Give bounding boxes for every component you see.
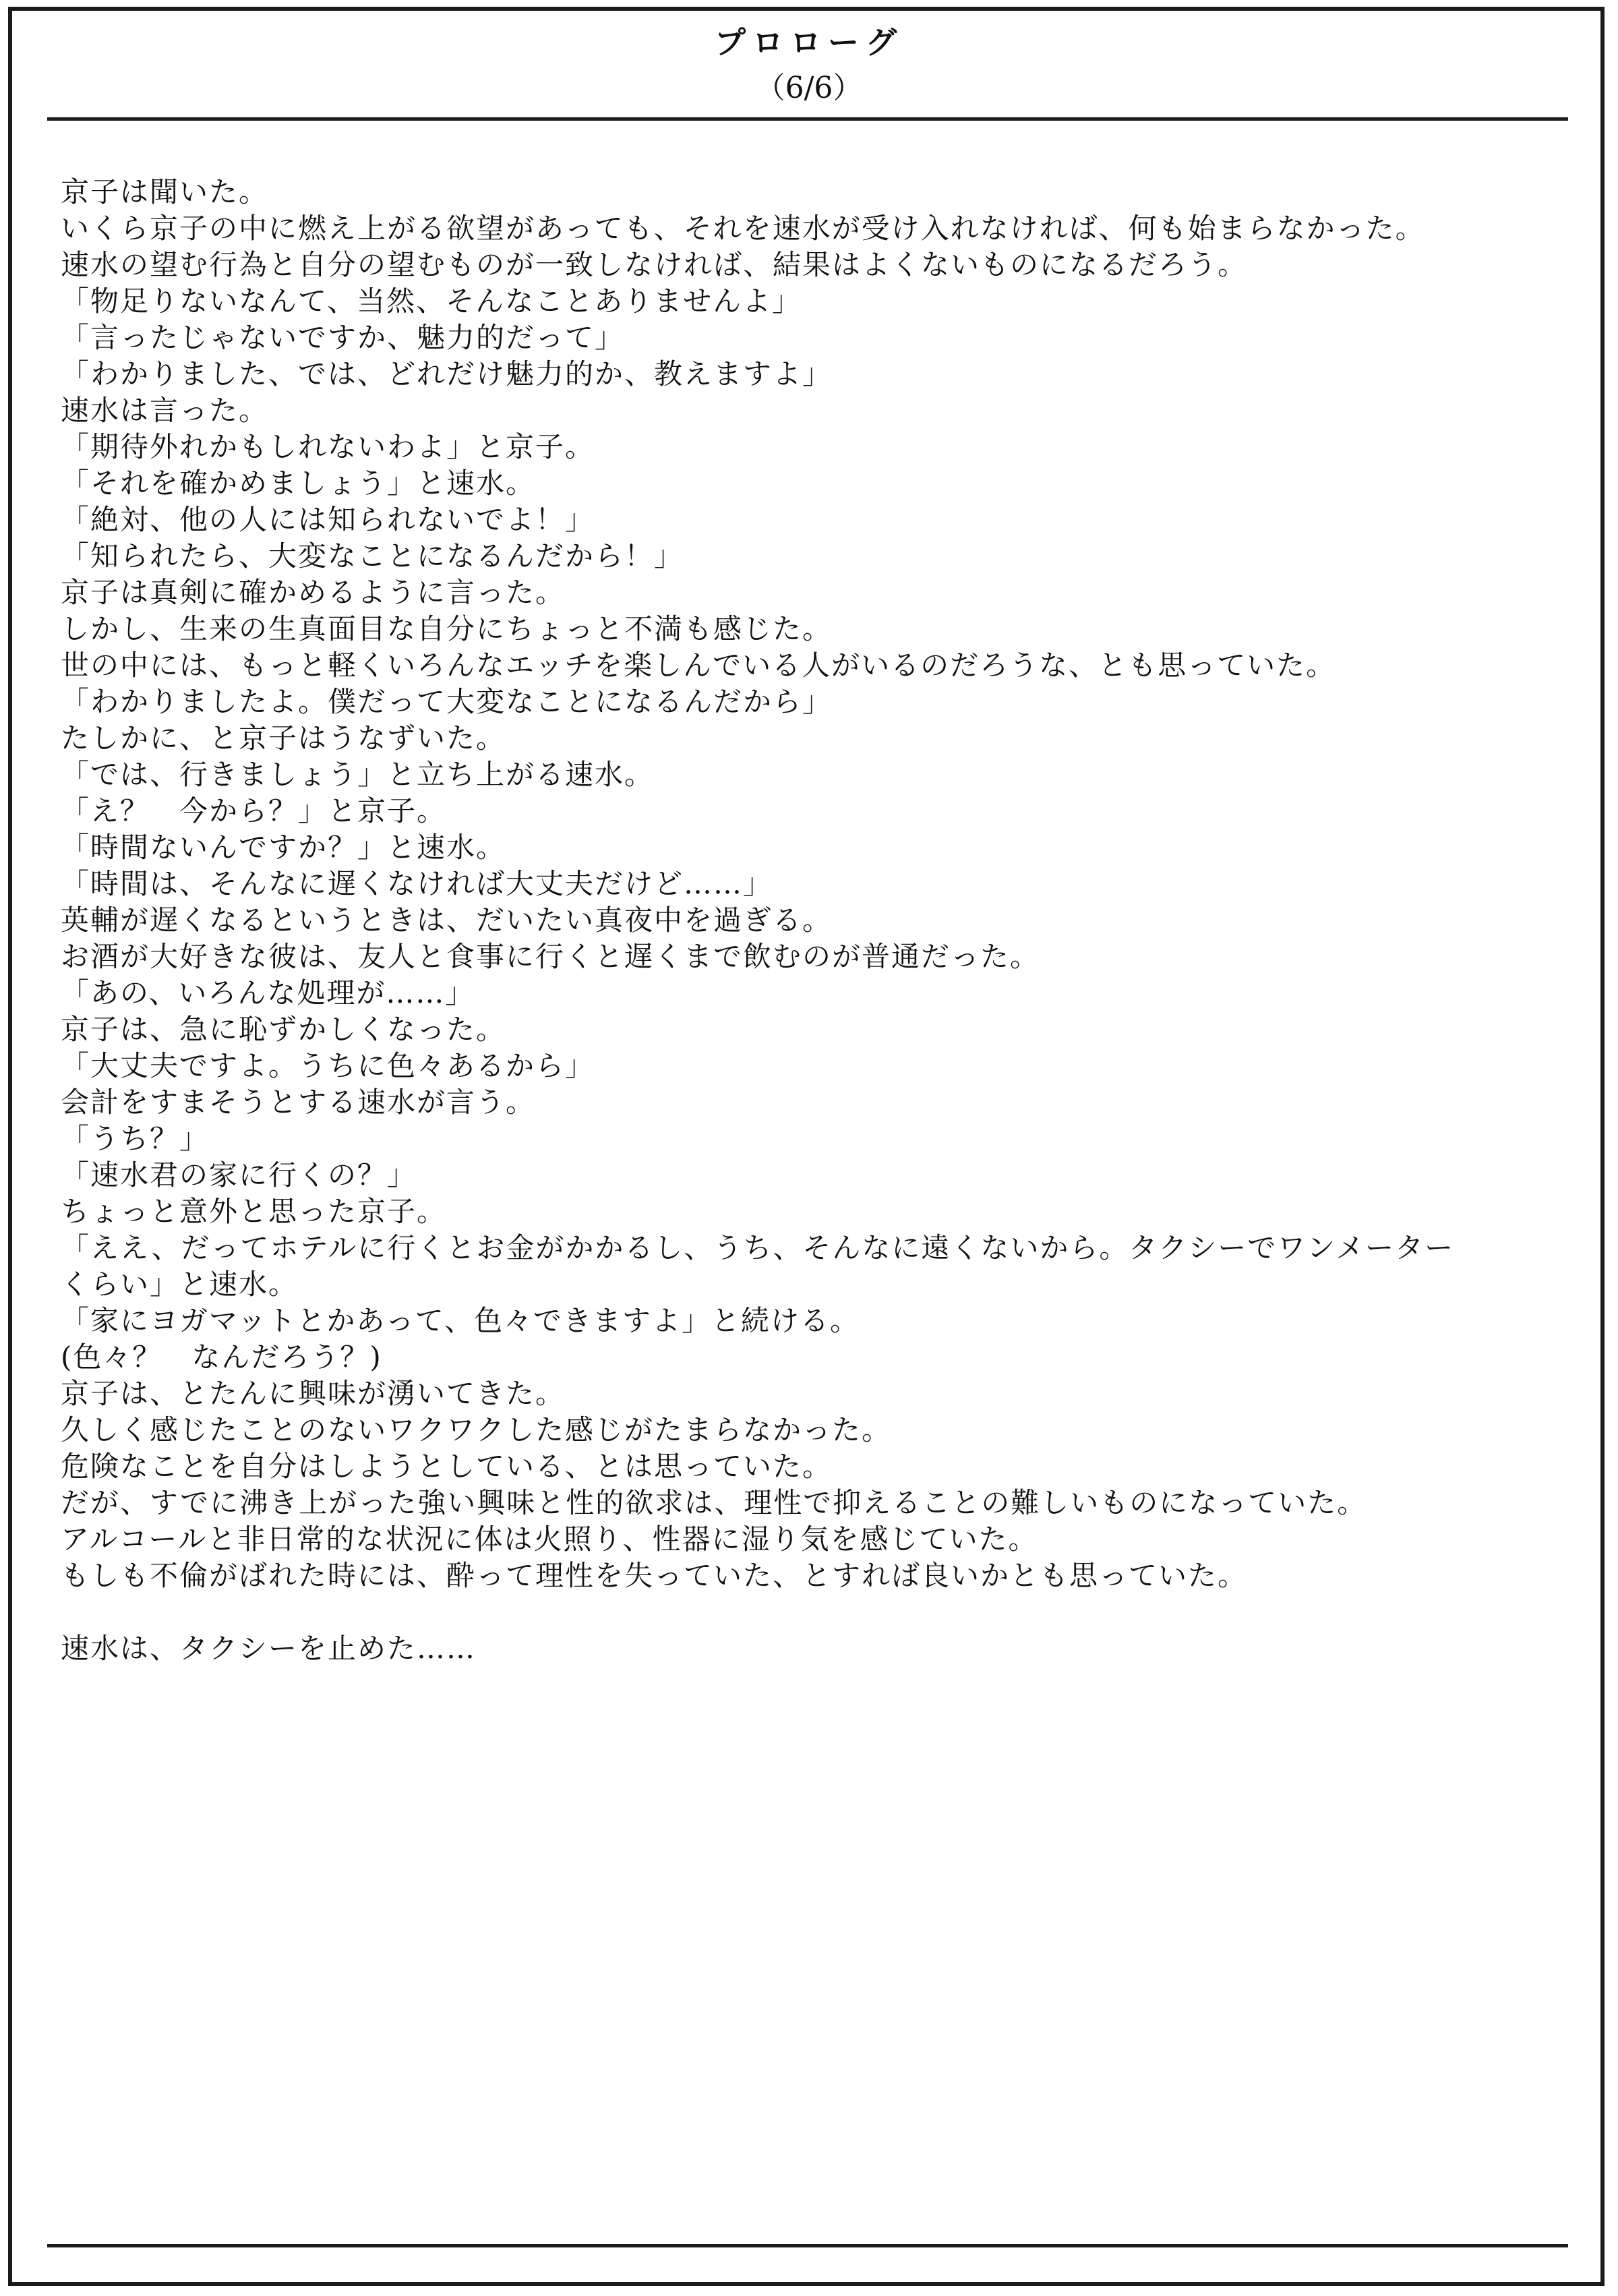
text-line: 「わかりましたよ。僕だって大変なことになるんだから」 bbox=[61, 685, 833, 718]
text-line: 京子は、急に恥ずかしくなった。 bbox=[61, 1013, 506, 1046]
text-line: 危険なことを自分はしようとしている、とは思っていた。 bbox=[61, 1450, 833, 1483]
text-line: 「大丈夫ですよ。うちに色々あるから」 bbox=[61, 1049, 595, 1082]
text-line: 会計をすまそうとする速水が言う。 bbox=[61, 1086, 536, 1119]
text-line: しかし、生来の生真面目な自分にちょっと不満も感じた。 bbox=[61, 612, 833, 645]
text-line: 「では、行きましょう」と立ち上がる速水。 bbox=[61, 758, 655, 791]
text-line: たしかに、と京子はうなずいた。 bbox=[61, 722, 506, 755]
text-line: 「時間ないんですか？」と速水。 bbox=[61, 831, 506, 864]
text-line: 「え？ 今から？」と京子。 bbox=[61, 794, 447, 827]
text-line: 京子は、とたんに興味が湧いてきた。 bbox=[61, 1377, 566, 1410]
text-line: 「絶対、他の人には知られないでよ！」 bbox=[61, 503, 595, 536]
text-line: 「あの、いろんな処理が……」 bbox=[61, 976, 475, 1009]
text-line: 「物足りないなんて、当然、そんなことありませんよ」 bbox=[61, 285, 802, 318]
story-text bbox=[61, 174, 1564, 1667]
text-line: 世の中には、もっと軽くいろんなエッチを楽しんでいる人がいるのだろうな、とも思っていた。 bbox=[61, 649, 1336, 682]
chapter-title: プロローグ bbox=[715, 24, 903, 61]
text-line: 「それを確かめましょう」と速水。 bbox=[61, 467, 536, 500]
text-line: くらい」と速水。 bbox=[61, 1268, 299, 1301]
text-line: (色々？ なんだろう？) bbox=[61, 1341, 382, 1374]
footer-divider bbox=[47, 2244, 1568, 2247]
text-line: 速水の望む行為と自分の望むものが一致しなければ、結果はよくないものになるだろう。 bbox=[61, 248, 1248, 281]
text-line: 速水は言った。 bbox=[61, 394, 269, 427]
page-header bbox=[0, 19, 1618, 111]
text-line: 「言ったじゃないですか、魅力的だって」 bbox=[61, 321, 625, 354]
text-line: 「時間は、そんなに遅くなければ大丈夫だけど……」 bbox=[61, 867, 773, 900]
header-divider bbox=[47, 117, 1568, 121]
text-line: 「家にヨガマットとかあって、色々できますよ」と続ける。 bbox=[61, 1304, 860, 1337]
text-line: 「ええ、だってホテルに行くとお金がかかるし、うち、そんなに遠くないから。タクシーでワンメーター bbox=[61, 1231, 1455, 1264]
text-line: 「速水君の家に行くの？」 bbox=[61, 1158, 417, 1191]
text-line: もしも不倫がばれた時には、酔って理性を失っていた、とすれば良いかとも思っていた。 bbox=[61, 1559, 1248, 1592]
text-line: 京子は真剣に確かめるように言った。 bbox=[61, 576, 566, 609]
text-line: 京子は聞いた。 bbox=[61, 175, 269, 208]
text-line-last: 速水は、タクシーを止めた…… bbox=[61, 1632, 477, 1665]
text-line: お酒が大好きな彼は、友人と食事に行くと遅くまで飲むのが普通だった。 bbox=[61, 940, 1040, 973]
page-indicator: （6/6） bbox=[755, 71, 863, 105]
text-line: 「うち？」 bbox=[61, 1122, 210, 1155]
text-line: アルコールと非日常的な状況に体は火照り、性器に湿り気を感じていた。 bbox=[61, 1523, 1038, 1556]
text-line: 「わかりました、では、どれだけ魅力的か、教えますよ」 bbox=[61, 357, 833, 390]
text-line: 「知られたら、大変なことになるんだから！」 bbox=[61, 539, 684, 572]
text-line: 久しく感じたことのないワクワクした感じがたまらなかった。 bbox=[61, 1413, 892, 1446]
text-line: だが、すでに沸き上がった強い興味と性的欲求は、理性で抑えることの難しいものになっていた。 bbox=[61, 1486, 1367, 1519]
text-line: 英輔が遅くなるというときは、だいたい真夜中を過ぎる。 bbox=[61, 904, 833, 937]
text-line: 「期待外れかもしれないわよ」と京子。 bbox=[61, 430, 595, 463]
blank-line bbox=[61, 1594, 1564, 1630]
text-line: いくら京子の中に燃え上がる欲望があっても、それを速水が受け入れなければ、何も始まらなかった。 bbox=[61, 212, 1425, 245]
text-line: ちょっと意外と思った京子。 bbox=[61, 1195, 447, 1228]
